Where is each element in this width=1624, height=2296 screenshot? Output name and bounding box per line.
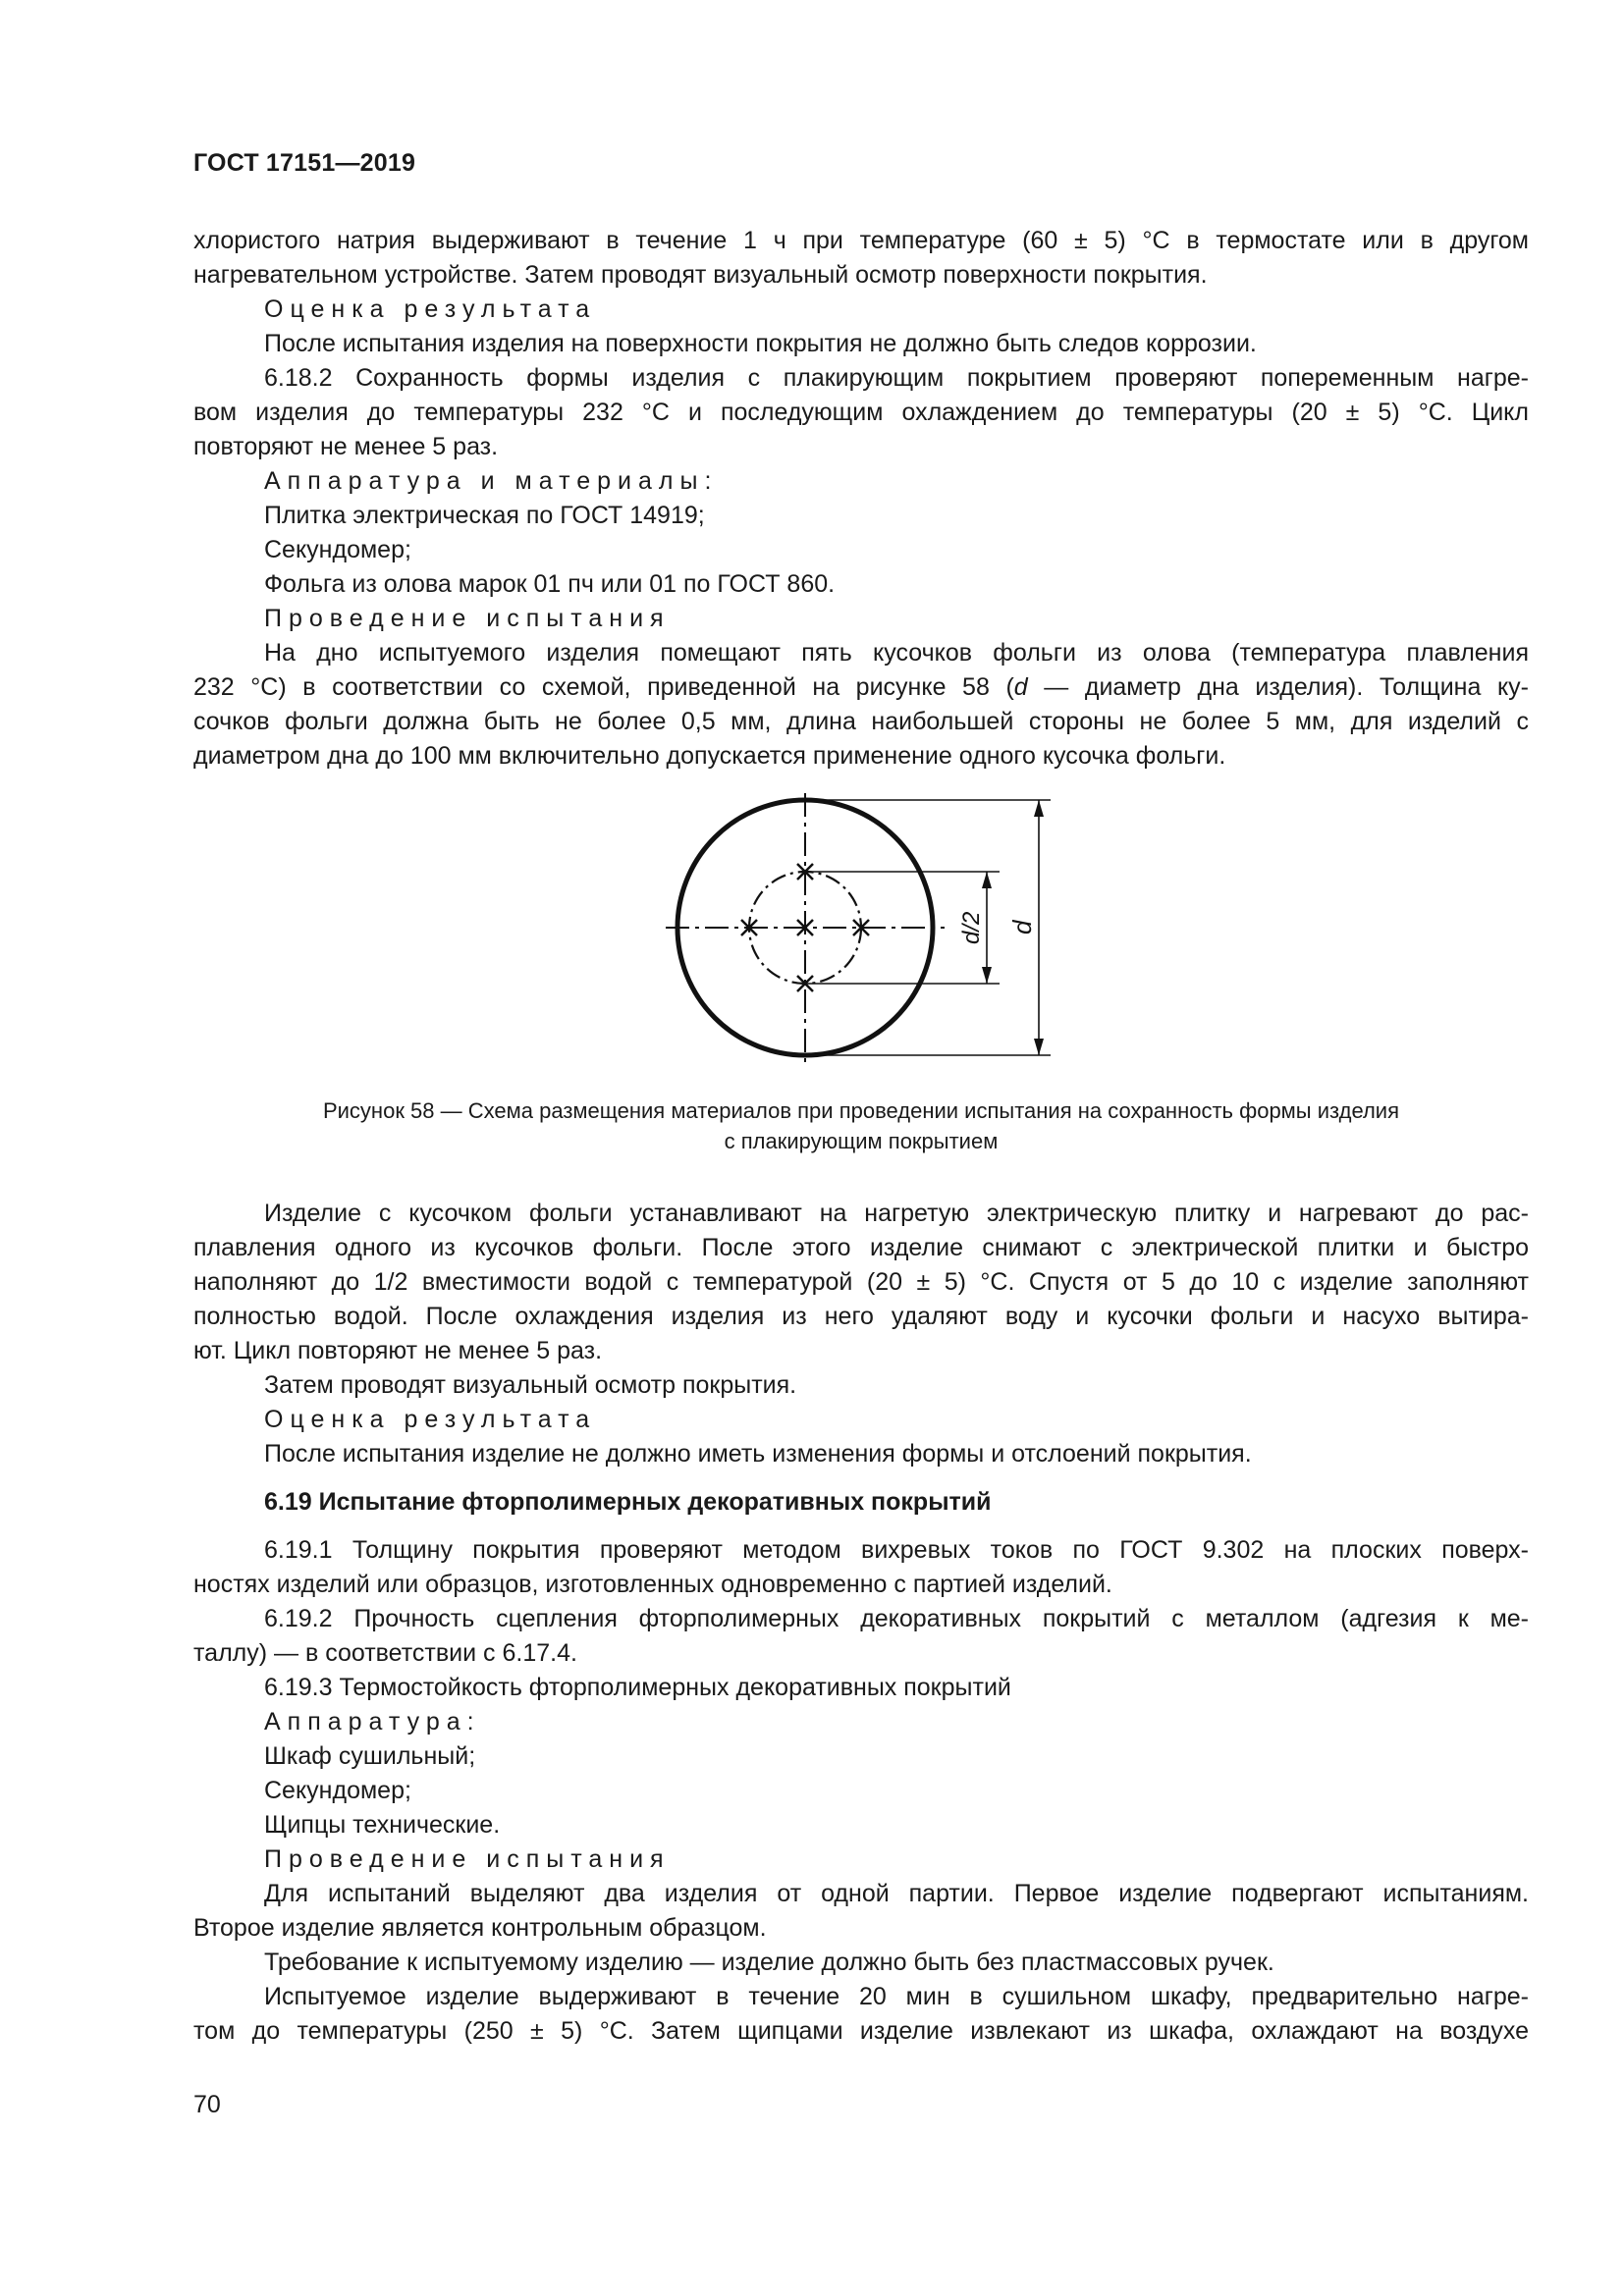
apparatus-item: Плитка электрическая по ГОСТ 14919; [264, 502, 705, 529]
caption-line: с плакирующим покрытием [724, 1129, 999, 1153]
foil-placement-scheme [648, 775, 1060, 1070]
paragraph-line: полностью водой. После охлаждения изделия из него удаляют воду и кусочки фольги и насухо вытира- [193, 1303, 1529, 1330]
clause-6-19-1-cont: ностях изделий или образцов, изготовленных одновременно с партией изделий. [193, 1571, 1112, 1598]
clause-6-18-2: 6.18.2 Сохранность формы изделия с плакирующим покрытием проверяют попеременным нагре- [264, 364, 1529, 392]
paragraph-line: хлористого натрия выдерживают в течение 1 ч при температуре (60 ± 5) °С в термостате или в другом [193, 227, 1529, 254]
procedure-line: Испытуемое изделие выдерживают в течение 20 мин в сушильном шкафу, предварительно нагре- [264, 1983, 1529, 2010]
subheading-procedure: Проведение испытания [264, 605, 671, 632]
apparatus-item: Щипцы технические. [264, 1811, 501, 1839]
procedure-line: том до температуры (250 ± 5) °С. Затем щипцами изделие извлекают из шкафа, охлаждают на воздухе [193, 2017, 1529, 2045]
clause-6-19-1: 6.19.1 Толщину покрытия проверяют методом вихревых токов по ГОСТ 9.302 на плоских поверх- [264, 1536, 1529, 1564]
paragraph-line: Изделие с кусочком фольги устанавливают на нагретую электрическую плитку и нагревают до рас- [264, 1200, 1529, 1227]
subheading-result: Оценка результата [264, 1406, 597, 1433]
procedure-line: Для испытаний выделяют два изделия от одной партии. Первое изделие подвергают испытаниям. [264, 1880, 1529, 1907]
apparatus-item: Секундомер; [264, 536, 411, 563]
visual-inspection-text: Затем проводят визуальный осмотр покрытия. [264, 1371, 797, 1399]
paragraph-line: наполняют до 1/2 вместимости водой с температурой (20 ± 5) °С. Спустя от 5 до 10 с изделие заполняют [193, 1268, 1529, 1296]
clause-6-18-2-cont: вом изделия до температуры 232 °С и последующим охлаждением до температуры (20 ± 5) °С. Цикл [193, 399, 1529, 426]
page-number: 70 [193, 2091, 221, 2118]
clause-6-19-2-cont: таллу) — в соответствии с 6.17.4. [193, 1639, 577, 1667]
result-text: После испытания изделие не должно иметь изменения формы и отслоений покрытия. [264, 1440, 1252, 1468]
apparatus-item: Шкаф сушильный; [264, 1742, 476, 1770]
procedure-line: 232 °С) в соответствии со схемой, приведенной на рисунке 58 (d — диаметр дна изделия). Толщина ку- [193, 673, 1529, 701]
text-block-top [193, 224, 1529, 774]
clause-6-18-2-cont: повторяют не менее 5 раз. [193, 433, 499, 460]
requirement-text: Требование к испытуемому изделию — изделие должно быть без пластмассовых ручек. [264, 1949, 1274, 1976]
procedure-line: диаметром дна до 100 мм включительно допускается применение одного кусочка фольги. [193, 742, 1226, 770]
subheading-procedure: Проведение испытания [264, 1845, 671, 1873]
dimension-label-half: d/2 [958, 911, 985, 944]
clause-6-19-2: 6.19.2 Прочность сцепления фторполимерных декоративных покрытий с металлом (адгезия к ме- [264, 1605, 1529, 1632]
procedure-line: На дно испытуемого изделия помещают пять кусочков фольги из олова (температура плавления [264, 639, 1529, 667]
subheading-apparatus: Аппаратура и материалы: [264, 467, 719, 495]
apparatus-item: Фольга из олова марок 01 пч или 01 по ГОСТ 860. [264, 570, 836, 598]
section-heading-6-19: 6.19 Испытание фторполимерных декоративных покрытий [264, 1488, 992, 1516]
figure-58-diagram [648, 775, 1060, 1075]
figure-caption [193, 1095, 1529, 1156]
paragraph-line: плавления одного из кусочков фольги. После этого изделие снимают с электрической плитки и быстро [193, 1234, 1529, 1261]
document-code-header: ГОСТ 17151—2019 [193, 149, 416, 177]
result-text: После испытания изделия на поверхности покрытия не должно быть следов коррозии. [264, 330, 1257, 357]
subheading-apparatus: Аппаратура: [264, 1708, 481, 1735]
paragraph-line: нагревательном устройстве. Затем проводят визуальный осмотр поверхности покрытия. [193, 261, 1208, 289]
apparatus-item: Секундомер; [264, 1777, 411, 1804]
dimension-label-full: d [1007, 920, 1037, 934]
procedure-line: сочков фольги должна быть не более 0,5 мм, длина наибольшей стороны не более 5 мм, для изделий с [193, 708, 1529, 735]
paragraph-line: ют. Цикл повторяют не менее 5 раз. [193, 1337, 603, 1364]
subheading-result: Оценка результата [264, 295, 597, 323]
text-block-bottom [193, 1197, 1529, 2049]
clause-6-19-3: 6.19.3 Термостойкость фторполимерных декоративных покрытий [264, 1674, 1011, 1701]
procedure-line: Второе изделие является контрольным образцом. [193, 1914, 767, 1942]
caption-line: Рисунок 58 — Схема размещения материалов при проведении испытания на сохранность формы изделия [322, 1098, 1400, 1123]
